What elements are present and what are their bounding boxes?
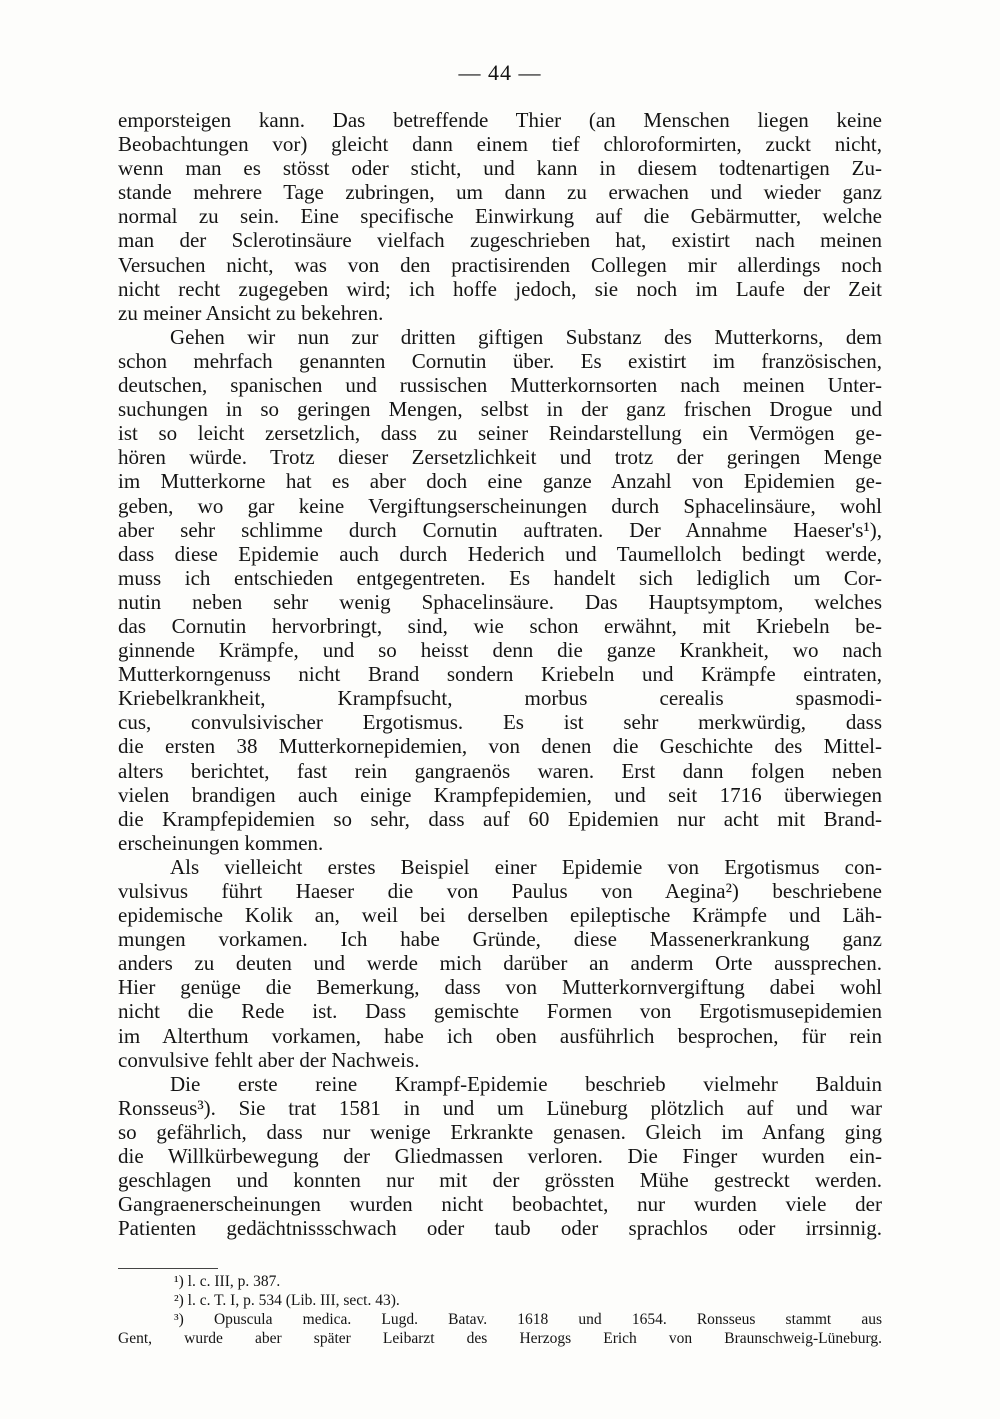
body-text (118, 108, 882, 1240)
text-line: Als vielleicht erstes Beispiel einer Epidemie von Ergotismus con- (170, 854, 882, 879)
text-line: ginnende Krämpfe, und so heisst denn die ganze Krankheit, wo nach (118, 638, 882, 663)
text-line: das Cornutin hervorbringt, sind, wie schon erwähnt, mit Kriebeln be- (118, 613, 882, 638)
text-line: ist so leicht zersetzlich, dass zu seiner Reindarstellung ein Vermögen ge- (118, 421, 882, 446)
text-line: deutschen, spanischen und russischen Mutterkornsorten nach meinen Unter- (118, 373, 882, 398)
text-line: Patienten gedächtnissschwach oder taub oder sprachlos oder irrsinnig. (118, 1216, 882, 1241)
text-line: anders zu deuten und werde mich darüber an anderm Orte aussprechen. (118, 951, 882, 976)
text-line: wenn man es stösst oder sticht, und kann in diesem todtenartigen Zu- (118, 156, 882, 181)
text-line: emporsteigen kann. Das betreffende Thier (an Menschen liegen keine (118, 108, 882, 132)
text-line: zu meiner Ansicht zu bekehren. (118, 300, 384, 325)
text-line: normal zu sein. Eine specifische Einwirkung auf die Gebärmutter, welche (118, 204, 882, 229)
footnote: ³) Opuscula medica. Lugd. Batav. 1618 und 1654. Ronsseus stammt aus (174, 1311, 882, 1328)
text-line: epidemische Kolik an, weil bei derselben epileptische Krämpfe und Läh- (118, 903, 882, 928)
text-line: dass diese Epidemie auch durch Hederich und Taumellolch bedingt werde, (118, 541, 882, 566)
text-line: muss ich entschieden entgegentreten. Es handelt sich lediglich um Cor- (118, 565, 882, 590)
text-line: Beobachtungen vor) gleicht dann einem tief chloroformirten, zuckt nicht, (118, 132, 882, 157)
text-line: vulsivus führt Haeser die von Paulus von Aegina²) beschriebene (118, 879, 882, 903)
text-line: erscheinungen kommen. (118, 830, 324, 855)
text-line: convulsive fehlt aber der Nachweis. (118, 1047, 420, 1072)
text-line: Ronsseus³). Sie trat 1581 in und um Lüneburg plötzlich auf und war (118, 1095, 882, 1120)
text-line: Gangraenerscheinungen wurden nicht beobachtet, nur wurden viele der (118, 1192, 882, 1217)
text-line: Gehen wir nun zur dritten giftigen Substanz des Mutterkorns, dem (170, 324, 882, 349)
text-line: Hier genüge die Bemerkung, dass von Mutterkornvergiftung dabei wohl (118, 975, 882, 1000)
text-line: Die erste reine Krampf-Epidemie beschrieb vielmehr Balduin (170, 1071, 882, 1096)
text-line: nutin neben sehr wenig Sphacelinsäure. Das Hauptsymptom, welches (118, 589, 882, 614)
text-line: alters berichtet, fast rein gangraenös waren. Erst dann folgen neben (118, 758, 882, 783)
text-line: mungen vorkamen. Ich habe Gründe, diese Massenerkrankung ganz (118, 927, 882, 952)
text-line: nicht recht zugegeben wird; ich hoffe jedoch, sie noch im Laufe der Zeit (118, 276, 882, 301)
footnote: ¹) l. c. III, p. 387. (174, 1273, 281, 1290)
text-line: geschlagen und konnten nur mit der grössten Mühe gestreckt werden. (118, 1168, 882, 1193)
text-line: Mutterkorngenuss nicht Brand sondern Kriebeln und Krämpfe eintraten, (118, 662, 882, 687)
text-line: die Willkürbewegung der Gliedmassen verloren. Die Finger wurden ein- (118, 1144, 882, 1169)
footnote: ²) l. c. T. I, p. 534 (Lib. III, sect. 43). (174, 1292, 400, 1309)
text-line: im Alterthum vorkamen, habe ich oben ausführlich besprochen, für rein (118, 1023, 882, 1048)
text-line: schon mehrfach genannten Cornutin über. Es existirt im französischen, (118, 348, 882, 373)
text-line: Versuchen nicht, was von den practisirenden Collegen mir allerdings noch (118, 252, 882, 277)
text-line: suchungen in so geringen Mengen, selbst in der ganz frischen Drogue und (118, 397, 882, 422)
text-line: vielen brandigen auch einige Krampfepidemien, und seit 1716 überwiegen (118, 782, 882, 807)
footnotes (118, 1272, 882, 1348)
text-line: die Krampfepidemien so sehr, dass auf 60 Epidemien nur acht mit Brand- (118, 806, 882, 831)
text-line: Kriebelkrankheit, Krampfsucht, morbus cerealis spasmodi- (118, 686, 882, 711)
text-line: aber sehr schlimme durch Cornutin auftraten. Der Annahme Haeser's¹), (118, 517, 882, 542)
text-line: man der Sclerotinsäure vielfach zugeschrieben hat, existirt nach meinen (118, 228, 882, 253)
text-line: geben, wo gar keine Vergiftungserscheinungen durch Sphacelinsäure, wohl (118, 493, 882, 518)
text-line: hören würde. Trotz dieser Zersetzlichkeit und trotz der geringen Menge (118, 445, 882, 470)
page-number: — 44 — (458, 60, 542, 85)
footnote: Gent, wurde aber später Leibarzt des Herzogs Erich von Braunschweig-Lüneburg. (118, 1330, 882, 1347)
footnote-divider (118, 1268, 218, 1269)
text-line: stande mehrere Tage zubringen, um dann zu erwachen und wieder ganz (118, 180, 882, 205)
text-line: im Mutterkorne hat es aber doch eine ganze Anzahl von Epidemien ge- (118, 469, 882, 494)
text-line: cus, convulsivischer Ergotismus. Es ist sehr merkwürdig, dass (118, 710, 882, 735)
text-line: so gefährlich, dass nur wenige Erkrankte genasen. Gleich im Anfang ging (118, 1119, 882, 1144)
text-line: nicht die Rede ist. Dass gemischte Formen von Ergotismusepidemien (118, 999, 882, 1024)
text-line: die ersten 38 Mutterkornepidemien, von denen die Geschichte des Mittel- (118, 734, 882, 759)
